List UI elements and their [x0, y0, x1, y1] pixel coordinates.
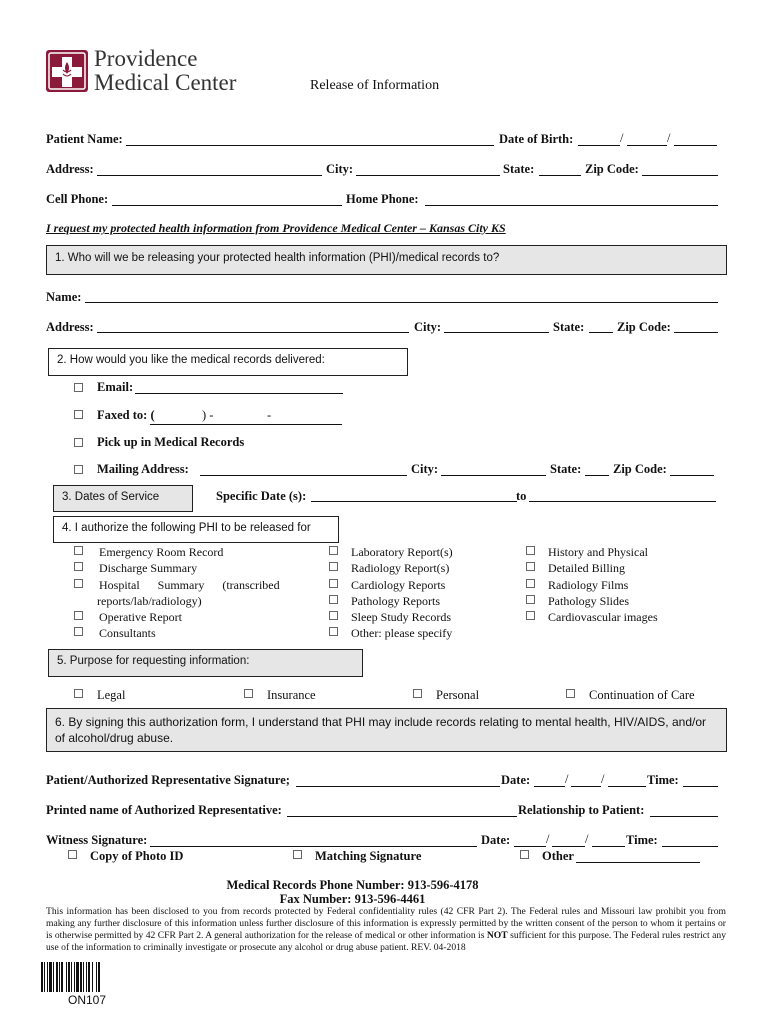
barcode-bar — [59, 962, 60, 992]
phi-item-cont: reports/lab/radiology) — [97, 593, 202, 608]
phi-item[interactable]: Other: please specify — [329, 625, 519, 641]
witness-slash2: / — [585, 832, 589, 846]
phi-item[interactable]: Emergency Room Record — [74, 544, 304, 560]
phi-item[interactable]: Sleep Study Records — [329, 609, 519, 625]
recipient-city-field[interactable] — [444, 332, 549, 333]
witness-date-year[interactable] — [592, 846, 625, 847]
phi-col3 — [526, 544, 716, 625]
purpose-insurance[interactable]: Insurance — [244, 688, 316, 703]
section2-question: 2. How would you like the medical records delivered: — [48, 348, 408, 376]
section1-question: 1. Who will we be releasing your protected health information (PHI)/medical records to? — [46, 245, 727, 275]
barcode-bar — [71, 962, 72, 992]
patient-name-field[interactable] — [126, 145, 494, 146]
request-statement: I request my protected health information from Providence Medical Center – Kansas City KS — [46, 221, 506, 235]
email-field[interactable] — [135, 393, 343, 394]
cross-icon — [46, 50, 88, 92]
phi-item[interactable]: Hospital Summary (transcribed — [74, 577, 304, 593]
phi-item[interactable]: Radiology Report(s) — [329, 560, 519, 576]
dob-day-field[interactable] — [627, 145, 667, 146]
mailing-address-label: Mailing Address: — [97, 462, 189, 476]
barcode-bar — [41, 962, 43, 992]
cell-phone-label: Cell Phone: — [46, 192, 109, 206]
purpose-personal[interactable]: Personal — [413, 688, 479, 703]
barcode — [41, 962, 133, 992]
witness-date-month[interactable] — [514, 846, 546, 847]
specific-date-label: Specific Date (s): — [216, 489, 307, 503]
matching-signature-check[interactable]: Matching Signature — [293, 849, 421, 864]
date-from-field[interactable] — [311, 501, 517, 502]
other-check[interactable]: Other — [520, 849, 574, 864]
sig-date-day[interactable] — [571, 786, 601, 787]
barcode-bar — [53, 962, 54, 992]
phi-item[interactable]: Operative Report — [74, 609, 304, 625]
sig-date-label: Date: — [501, 773, 531, 787]
recipient-address-field[interactable] — [97, 332, 409, 333]
mailing-zip-label: Zip Code: — [613, 462, 667, 476]
other-field[interactable] — [576, 862, 700, 863]
barcode-bar — [83, 962, 84, 992]
printed-name-label: Printed name of Authorized Representative: — [46, 803, 282, 817]
org-name-line1: Providence — [94, 46, 198, 71]
cell-phone-field[interactable] — [112, 205, 342, 206]
barcode-bar — [76, 962, 79, 992]
section3-label: 3. Dates of Service — [53, 485, 193, 512]
phi-item[interactable]: Cardiology Reports — [329, 577, 519, 593]
relationship-label: Relationship to Patient: — [518, 803, 645, 817]
patient-signature-label: Patient/Authorized Representative Signature; — [46, 773, 290, 787]
records-phone: Medical Records Phone Number: 913-596-4178 — [226, 878, 479, 892]
barcode-bar — [44, 962, 45, 992]
sig-slash2: / — [601, 772, 605, 786]
home-phone-label: Home Phone: — [346, 192, 419, 206]
phi-item[interactable]: Discharge Summary — [74, 560, 304, 576]
dob-sep1: / — [620, 131, 624, 145]
barcode-bar — [74, 962, 75, 992]
recipient-city-label: City: — [414, 320, 442, 334]
barcode-bar — [47, 962, 48, 992]
witness-date-label: Date: — [481, 833, 511, 847]
city-label: City: — [326, 162, 354, 176]
state-label: State: — [503, 162, 535, 176]
sig-date-year[interactable] — [608, 786, 646, 787]
phi-item[interactable]: Detailed Billing — [526, 560, 716, 576]
phi-col1 — [74, 544, 304, 642]
witness-signature-field[interactable] — [150, 846, 477, 847]
phi-item[interactable]: Pathology Slides — [526, 593, 716, 609]
to-label: to — [516, 489, 527, 503]
form-title: Release of Information — [310, 78, 440, 93]
dob-label: Date of Birth: — [499, 132, 574, 146]
mailing-zip-field[interactable] — [670, 475, 714, 476]
sig-time-label: Time: — [647, 773, 679, 787]
relationship-field[interactable] — [650, 816, 718, 817]
phi-item[interactable]: History and Physical — [526, 544, 716, 560]
recipient-state-label: State: — [553, 320, 585, 334]
section5-label: 5. Purpose for requesting information: — [48, 649, 363, 677]
email-label: Email: — [97, 380, 134, 394]
dob-month-field[interactable] — [578, 145, 620, 146]
zip-field[interactable] — [642, 175, 718, 176]
phi-item[interactable]: Cardiovascular images — [526, 609, 716, 625]
patient-name-label: Patient Name: — [46, 132, 123, 146]
mailing-address-field[interactable] — [200, 475, 407, 476]
recipient-name-label: Name: — [46, 290, 82, 304]
witness-signature-label: Witness Signature: — [46, 833, 148, 847]
barcode-bar — [68, 962, 70, 992]
section6-statement: 6. By signing this authorization form, I understand that PHI may include records relating to mental health, HIV/AIDS, and/or of alcohol/drug abuse. — [46, 708, 727, 752]
sig-slash1: / — [565, 772, 569, 786]
city-field[interactable] — [356, 175, 500, 176]
recipient-address-label: Address: — [46, 320, 94, 334]
photo-id-check[interactable]: Copy of Photo ID — [68, 849, 183, 864]
home-phone-field[interactable] — [425, 205, 718, 206]
purpose-legal[interactable]: Legal — [74, 688, 125, 703]
fax-field[interactable] — [150, 424, 342, 425]
purpose-continuation[interactable]: Continuation of Care — [566, 688, 695, 703]
recipient-zip-label: Zip Code: — [617, 320, 671, 334]
records-fax: Fax Number: 913-596-4461 — [279, 892, 426, 906]
confidentiality-disclaimer: This information has been disclosed to you from records protected by Federal confidentiality rules (42 CFR Part 2). The Federal rules and Missouri law prohibit you from making any further disclosure of this information unless further disclosure of this information is expressly permitted by the written consent of the person to whom it pertains or is otherwise permitted by 42 CFR Part 2. A general authorization for the release of medical or other information is NOT sufficient for this purpose. The Federal rules restrict any use of the information to criminally investigate or prosecute any alcohol or drug abuse patient. REV. 04-2018 — [46, 906, 726, 953]
phi-item[interactable]: Pathology Reports — [329, 593, 519, 609]
barcode-bar — [49, 962, 52, 992]
address-field[interactable] — [97, 175, 322, 176]
mailing-checkbox[interactable] — [74, 465, 83, 474]
barcode-bar — [56, 962, 58, 992]
barcode-bar — [96, 962, 97, 992]
address-label: Address: — [46, 162, 94, 176]
fax-checkbox[interactable] — [74, 410, 83, 419]
phi-item[interactable]: Radiology Films — [526, 577, 716, 593]
dob-sep2: / — [667, 131, 671, 145]
phi-item[interactable]: Consultants — [74, 625, 304, 641]
phi-item[interactable]: Laboratory Report(s) — [329, 544, 519, 560]
patient-signature-field[interactable] — [296, 786, 500, 787]
state-field[interactable] — [539, 175, 581, 176]
barcode-bar — [92, 962, 93, 992]
dob-year-field[interactable] — [674, 145, 717, 146]
phi-col2 — [329, 544, 519, 642]
sig-date-month[interactable] — [534, 786, 565, 787]
barcode-bar — [88, 962, 90, 992]
fax-mid: ) - — [202, 408, 214, 422]
sig-time-field[interactable] — [683, 786, 718, 787]
witness-date-day[interactable] — [552, 846, 585, 847]
fax-dash: - — [267, 408, 272, 422]
zip-label: Zip Code: — [585, 162, 639, 176]
pickup-label: Pick up in Medical Records — [97, 435, 245, 449]
printed-name-field[interactable] — [287, 816, 517, 817]
fax-label: Faxed to: ( — [97, 408, 155, 422]
witness-time-label: Time: — [626, 833, 658, 847]
form-code: ON107 — [68, 993, 107, 1007]
barcode-bar — [86, 962, 87, 992]
logo — [46, 50, 88, 92]
witness-time-field[interactable] — [662, 846, 718, 847]
date-to-field[interactable] — [529, 501, 716, 502]
barcode-bar — [98, 962, 100, 992]
mailing-city-field[interactable] — [441, 475, 546, 476]
mailing-city-label: City: — [411, 462, 439, 476]
mailing-state-field[interactable] — [585, 475, 609, 476]
barcode-bar — [80, 962, 82, 992]
witness-slash1: / — [546, 832, 550, 846]
section4-label: 4. I authorize the following PHI to be released for — [53, 516, 339, 543]
email-checkbox[interactable] — [74, 383, 83, 392]
recipient-state-field[interactable] — [589, 332, 613, 333]
recipient-zip-field[interactable] — [674, 332, 718, 333]
barcode-bar — [66, 962, 67, 992]
pickup-checkbox[interactable] — [74, 438, 83, 447]
barcode-bar — [61, 962, 63, 992]
mailing-state-label: State: — [550, 462, 582, 476]
org-name-line2: Medical Center — [94, 70, 237, 95]
recipient-name-field[interactable] — [85, 302, 718, 303]
